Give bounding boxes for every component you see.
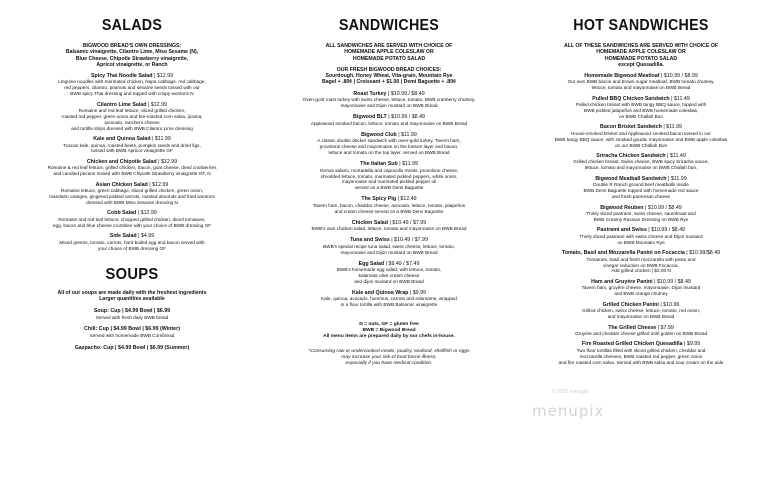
hot-sandwiches-intro xyxy=(516,43,766,68)
item-description xyxy=(2,165,262,177)
item-description xyxy=(516,159,766,171)
item-price: $9.49 / $7.49 xyxy=(388,260,420,267)
item-price: $10.99 / $8.49 xyxy=(391,114,425,121)
menu-item xyxy=(516,205,766,223)
item-description-line: on BWB Challah Bun xyxy=(618,113,664,119)
item-price: $9.99 xyxy=(412,290,426,297)
item-description xyxy=(516,211,766,223)
sandwiches-column xyxy=(264,0,514,367)
item-description xyxy=(516,348,766,366)
item-description-line: Applewood smoked bacon, lettuce, tomato and mayonnaise on BWB Bread xyxy=(310,120,468,126)
item-price: $12.99 xyxy=(156,72,174,79)
item-separator: | xyxy=(656,324,661,331)
item-name: Bacon Brisket Sandwich xyxy=(600,124,662,131)
item-name: The Grilled Cheese xyxy=(608,324,657,331)
item-description-line: Grilled chicken breast, Swiss cheese, BWB spicy Sriracha sauce, xyxy=(573,159,709,165)
item-price: $11.99 xyxy=(666,124,682,131)
menu-item xyxy=(516,96,766,120)
salads-intro xyxy=(2,43,262,68)
item-description-line: Double R Ranch ground beef meatballs inside xyxy=(593,182,689,188)
item-name: Fire Roasted Grilled Chicken Quesadilla xyxy=(581,341,683,348)
item-description-line: BWB tangy BBQ sauce, with smoked gouda, mayonnaise and BWB apple coleslaw xyxy=(554,136,728,142)
item-description xyxy=(2,79,262,97)
item-separator: | xyxy=(136,210,141,217)
hot-sandwiches-title: HOT SANDWICHES xyxy=(573,17,709,34)
soups-list xyxy=(2,308,262,351)
soup-line: Gazpacho: Cup | $4.99 Bowl | $6.99 (Summer) xyxy=(74,344,190,351)
sandwiches-intro-line: HOMEMADE POTATO SALAD xyxy=(352,55,426,62)
item-description xyxy=(264,138,514,156)
salads-intro-line: BIGWOOD BREAD'S OWN DRESSINGS: xyxy=(82,43,182,49)
item-name: Asian Chicken Salad xyxy=(95,181,148,188)
item-description xyxy=(516,79,766,91)
item-name: The Italian Sub xyxy=(360,161,398,168)
menu-item xyxy=(264,196,514,214)
menu-item xyxy=(264,261,514,285)
item-separator: | xyxy=(646,227,652,234)
disclaimer-line: especially if you have medical condition. xyxy=(345,361,433,367)
item-separator: | xyxy=(408,290,413,297)
item-description-line: Romaine lettuce, green cabbage, sliced grilled chicken, green onion, xyxy=(60,188,203,194)
item-description-line: BWB's own chicken salad, lettuce, tomato and mayonnaise on BWB Bread xyxy=(311,226,467,232)
item-description-line: BWB pickled jalapeños and BWB homemade coleslaw, xyxy=(583,107,699,113)
item-description xyxy=(516,257,766,275)
item-name: Sriracha Chicken Sandwich xyxy=(596,153,666,160)
menu-item xyxy=(516,73,766,91)
item-name: Kale and Quinoa Wrap xyxy=(351,290,409,297)
item-price: $10.49 / $7.99 xyxy=(392,219,427,226)
menu-item xyxy=(516,250,766,274)
item-description-line: vinegar reduction on BWB Focaccia. xyxy=(603,262,679,268)
hot-intro-line: except Quesadilla. xyxy=(618,61,664,68)
item-separator: | xyxy=(659,72,664,79)
legend-line: N = nuts, GF = gluten free xyxy=(359,322,419,328)
salads-intro-line: Blue Cheese, Chipotle Strawberry vinaigrette, xyxy=(75,55,189,62)
item-name: Cobb Salad xyxy=(107,210,137,217)
legend xyxy=(264,322,514,340)
hot-intro-line: ALL OF THESE SANDWICHES ARE SERVED WITH CHOICE OF xyxy=(563,43,719,49)
item-price: $9.99 xyxy=(686,341,701,348)
item-description-line: BWB Creamy Russian Dressing on BWB Rye xyxy=(593,216,689,222)
item-name: Bigwood Meatball Sandwich xyxy=(595,175,667,182)
item-description xyxy=(2,108,262,132)
item-price: $11.49 xyxy=(670,153,686,160)
item-name: Bigwood BLT xyxy=(353,114,387,121)
menu-item xyxy=(2,159,262,177)
item-price: $4.99 xyxy=(140,233,155,240)
item-separator: | xyxy=(150,136,155,143)
bread-choices xyxy=(264,67,514,86)
item-description-line: Romaine & red leaf lettuce, grilled chicken, bacon, goat cheese, dried cranberries xyxy=(47,165,217,171)
item-description-line: Gruyère and cheddar cheese grilled until golden on BWB Bread xyxy=(574,330,708,336)
item-separator: | xyxy=(658,301,664,308)
item-description-line: served on a BWB Demi Baguette xyxy=(354,185,424,191)
sandwiches-list xyxy=(264,91,514,308)
item-description-line: lettuce and tomato on the top layer, served on BWB Bread xyxy=(328,150,450,156)
item-description xyxy=(264,267,514,285)
item-description-line: your choice of BWB dressing GF xyxy=(98,245,166,251)
legend-line: BWB = Bigwood Bread xyxy=(362,328,416,334)
item-separator: | xyxy=(397,161,403,168)
item-name: Chicken Salad xyxy=(351,219,388,226)
menu-item xyxy=(516,279,766,297)
item-description-line: and fresh parmesan cheese xyxy=(611,194,671,200)
menu-item xyxy=(2,233,262,251)
item-description xyxy=(516,234,766,246)
hot-intro-line: HOMEMADE POTATO SALAD xyxy=(604,55,678,62)
item-description-line: Tomatoes, basil and fresh mozzarella with pesto and xyxy=(586,256,696,262)
item-description-line: BWB Demi Baguette topped with homemade red sauce xyxy=(583,188,699,194)
salads-intro-line: Balsamic vinaigrette, Cilantro Lime, Miso Sesame (N), xyxy=(65,49,199,56)
item-description-line: Thinly sliced pastrami, swiss cheese, sauerkraut and xyxy=(586,210,696,216)
item-description-line: Thinly sliced pastrami with swiss cheese and Dijon mustard xyxy=(579,233,703,239)
item-price: $10.99 / $8.49 xyxy=(390,90,425,97)
item-description-line: Romaine and red leaf lettuce, sliced grilled chicken, xyxy=(78,107,186,113)
item-description-line: shredded lettuce, tomato, marinated pickled peppers, white onion, xyxy=(320,173,458,179)
soups-intro-line: Larger quantities available xyxy=(99,295,165,302)
item-description-line: and fire roasted corn salsa. Served with BWB salsa and sour cream on the side xyxy=(558,359,724,365)
item-price: $7.99 xyxy=(660,324,674,331)
item-name: Chicken and Chipotle Salad xyxy=(86,158,157,165)
item-description-line: on BWB Mountain Rye xyxy=(617,239,665,245)
item-separator: | xyxy=(682,341,687,348)
hot-intro-line: HOMEMADE APPLE COLESLAW OR xyxy=(596,49,686,56)
menu-item xyxy=(264,220,514,232)
salads-column xyxy=(2,0,262,351)
soup-item xyxy=(2,308,262,320)
sandwiches-intro-line: HOMEMADE APPLE COLESLAW OR xyxy=(344,49,434,56)
item-separator: | xyxy=(147,181,153,188)
item-price: $11.49 xyxy=(673,95,690,102)
item-description-line: avocado, ranchero cheese xyxy=(104,119,160,125)
disclaimer xyxy=(264,349,514,367)
item-price: $11.99 xyxy=(154,136,171,143)
item-separator: | xyxy=(389,237,395,244)
item-description-line: kalamata olive cream cheese xyxy=(358,273,420,279)
item-description-line: red peppers, cilantro, peanuts and sesame seeds tossed with our xyxy=(64,85,200,91)
item-description-line: in a flour tortilla with BWB Balsamic vinaigrette xyxy=(340,302,438,308)
item-price: $12.99 xyxy=(152,181,169,188)
item-price: $10.99 / $8.49 xyxy=(651,227,685,234)
menu-item xyxy=(264,161,514,191)
item-description xyxy=(516,331,766,337)
bread-choices-line: OUR FRESH BIGWOOD BREAD CHOICES: xyxy=(336,66,442,73)
item-description-line: mayonnaise and marinated pickled pepper oil xyxy=(341,179,437,185)
item-description-line: Linguine noodles with marinated chicken, Napa cabbage, red cabbage, xyxy=(58,79,206,85)
disclaimer-line: *Consuming raw or undercooked meats, poultry, seafood, shellfish or eggs xyxy=(308,349,470,355)
item-description-line: Tavern ham, bacon, cheddar cheese, avocado, lettuce, tomato, jalapeños xyxy=(312,202,466,208)
item-name: Ham and Gruyère Panini xyxy=(591,278,653,285)
menu-item xyxy=(2,102,262,132)
item-description-line: mozzarella cheeses, BWB roasted red pepper, green onion xyxy=(579,353,703,359)
item-separator: | xyxy=(396,131,402,138)
item-description-line: and mayonnaise on BWB Bread xyxy=(607,314,675,320)
soup-item xyxy=(2,345,262,351)
item-separator: | xyxy=(386,114,392,121)
item-name: Tomato, Basil and Mozzarella Panini on Focaccia xyxy=(561,250,685,257)
hot-sandwiches-list xyxy=(516,73,766,366)
item-separator: | xyxy=(661,124,667,131)
item-description-line: and tortilla strips dressed with BWB Cilantro Lime dressing xyxy=(71,125,193,131)
salads-title: SALADS xyxy=(101,17,163,34)
salads-list xyxy=(2,73,262,252)
menu-item xyxy=(2,136,262,154)
item-name: Bigwood Reuben xyxy=(600,204,644,211)
item-description-line: Kale, quinoa, avocado, hummus, carrots and edamame, wrapped xyxy=(321,296,457,302)
item-separator: | xyxy=(396,196,401,203)
item-description xyxy=(2,240,262,252)
item-description-line: egg, bacon and blue cheese crumbles with your choice of BWB dressing GF xyxy=(52,222,212,228)
item-description-line: mayonnaise and Dijon mustard on BWB Bread xyxy=(340,249,438,255)
watermark-logo: menupix xyxy=(532,402,605,420)
sandwiches-title: SANDWICHES xyxy=(338,17,440,34)
item-description-line: House-smoked brisket and Applewood smoked bacon tossed in our xyxy=(571,130,711,136)
menu-item xyxy=(2,210,262,228)
item-price: $10.99/$8.49 xyxy=(689,250,721,257)
item-separator: | xyxy=(388,219,393,226)
soup-line: Chili: Cup | $4.99 Bowl | $6.99 (Winter) xyxy=(84,326,180,333)
item-separator: | xyxy=(666,175,671,182)
item-price: $12.99 xyxy=(160,158,178,165)
salads-intro-line: Apricot vinaigrette, or Ranch xyxy=(96,61,168,68)
menu-item xyxy=(516,302,766,320)
item-description-line: Add grilled chicken | $2.00 N xyxy=(611,268,671,274)
item-price: $11.99 xyxy=(670,175,687,182)
menu-item xyxy=(2,73,262,97)
legend-line: All menu items are prepared daily by our chefs in-house. xyxy=(323,334,455,340)
soup-description: Served with homemade BWB Cornbread xyxy=(89,332,175,338)
item-price: $10.99 xyxy=(663,301,680,308)
menu-item xyxy=(264,114,514,126)
item-name: Bigwood Club xyxy=(361,131,397,138)
item-description-line: Mixed greens, tomato, carrots, hard boiled egg and bacon served with xyxy=(59,239,205,245)
item-price: $12.49 xyxy=(400,196,417,203)
sandwiches-intro xyxy=(264,43,514,62)
soups-intro-line: All of our soups are made daily with the freshest ingredients xyxy=(57,289,207,296)
item-description-line: on our BWB Challah Bun xyxy=(614,142,668,148)
item-name: Egg Salad xyxy=(358,260,385,267)
item-name: Pulled BBQ Chicken Sandwich xyxy=(592,95,670,102)
soups-intro xyxy=(2,290,262,303)
item-name: Kale and Quinoa Salad xyxy=(93,136,151,143)
item-description xyxy=(264,121,514,127)
menu-item xyxy=(264,290,514,308)
item-price: $12.99 xyxy=(150,101,167,108)
item-description-line: Oven-gold roast turkey with swiss cheese, lettuce, tomato, BWB cranberry chutney, xyxy=(302,97,476,103)
soup-item xyxy=(2,326,262,338)
item-price: $12.99 xyxy=(140,210,157,217)
menu-item xyxy=(516,341,766,365)
watermark-copyright: © 2016 menupix xyxy=(552,389,589,395)
menu-item xyxy=(516,153,766,171)
item-description xyxy=(2,217,262,229)
hot-sandwiches-column xyxy=(516,0,766,366)
item-description xyxy=(264,97,514,109)
item-description xyxy=(264,203,514,215)
item-description-line: Tuscan kale, quinoa, roasted beets, pumpkin seeds and dried figs, xyxy=(63,142,201,148)
item-name: Spicy Thai Noodle Salad xyxy=(90,72,153,79)
item-description xyxy=(2,188,262,206)
item-price: $10.99 / $8.49 xyxy=(647,204,682,211)
item-description-line: Tavern ham, gruyère cheese, mayonnaise, Dijon mustard xyxy=(581,285,701,291)
item-name: The Spicy Pig xyxy=(361,196,397,203)
item-name: Homemade Bigwood Meatloaf xyxy=(584,72,660,79)
disclaimer-line: may increase your risk of food borne illness, xyxy=(341,355,437,361)
item-description xyxy=(516,131,766,149)
item-description xyxy=(516,308,766,320)
item-separator: | xyxy=(669,95,674,102)
item-description xyxy=(516,182,766,200)
item-description xyxy=(2,143,262,155)
item-description-line: mayonnaise and Dijon mustard on BWB Bread xyxy=(340,103,438,109)
item-separator: | xyxy=(152,72,157,79)
item-description-line: provolone cheese and mayonnaise on the bottom layer and bacon, xyxy=(319,144,459,150)
item-name: Cilantro Lime Salad xyxy=(97,101,147,108)
item-description-line: and BWB orange chutney xyxy=(614,291,668,297)
menu-item xyxy=(264,91,514,109)
item-description-line: mandarin oranges, gingered pickled carrots, roasted almonds and fried wontons xyxy=(49,194,215,200)
item-price: $10.49 / $7.99 xyxy=(394,237,428,244)
item-description xyxy=(264,168,514,192)
item-description-line: lettuce, tomato and mayonnaise on BWB Challah bun. xyxy=(584,165,698,171)
item-description-line: BWB's homemade egg salad, with lettuce, tomato, xyxy=(336,267,442,273)
item-price: $10.99 / $8.49 xyxy=(656,278,691,285)
item-description xyxy=(264,226,514,232)
item-description xyxy=(264,244,514,256)
item-description-line: Genoa salami, mortadella and capocollo meats, provolone cheese, xyxy=(319,167,459,173)
item-description-line: and cream cheese served on a BWB Demi Baguette xyxy=(334,208,444,214)
item-price: $11.99 xyxy=(402,161,418,168)
item-price: $11.99 xyxy=(401,131,417,138)
bread-choices-line: Bagel + .80¢ | Croissant + $1.00 | Demi Baguette + .80¢ xyxy=(322,79,456,86)
item-description-line: BWB's special recipe tuna salad, swiss cheese, lettuce, tomato, xyxy=(323,243,455,249)
item-name: Grilled Chicken Panini xyxy=(602,301,659,308)
menu-item xyxy=(516,325,766,337)
item-separator: | xyxy=(652,278,657,285)
item-description xyxy=(264,296,514,308)
menu-item xyxy=(516,227,766,245)
item-separator: | xyxy=(156,158,161,165)
item-description-line: Two flour tortillas filled with sliced grilled chicken, cheddar and xyxy=(576,347,706,353)
item-description-line: A classic double decker sandwich with oven-gold turkey, Tavern ham, xyxy=(317,138,461,144)
item-description-line: Our own BWB bacon and brown sugar meatloaf, BWB tomato chutney, xyxy=(567,79,715,85)
item-description-line: and dijon mustard on BWB Bread xyxy=(354,278,424,284)
item-description xyxy=(516,285,766,297)
item-description-line: tossed with BWB Apricot vinaigrette GF xyxy=(91,148,173,154)
menu-item xyxy=(264,132,514,156)
item-description-line: Romaine and red leaf lettuce, chopped grilled chicken, diced tomatoes, xyxy=(58,216,206,222)
menu-item xyxy=(516,124,766,148)
sandwiches-intro-line: ALL SANDWICHES ARE SERVED WITH CHOICE OF xyxy=(325,43,453,49)
soups-title: SOUPS xyxy=(105,265,159,283)
menu-item xyxy=(516,176,766,200)
item-name: Pastrami and Swiss xyxy=(597,227,647,234)
item-name: Roast Turkey xyxy=(353,90,387,97)
bread-choices-line: Sourdough, Honey Wheat, Vita-grain, Mountain Rye xyxy=(325,73,453,80)
item-description-line: BWB spicy Thai dressing and topped with crispy wontons N xyxy=(70,91,194,96)
item-separator: | xyxy=(136,233,141,240)
item-separator: | xyxy=(384,260,389,267)
soup-description: Served with fresh daily BWB bread xyxy=(95,314,169,320)
item-separator: | xyxy=(643,204,648,211)
item-description-line: dressed with BWB Miso Sesame dressing N xyxy=(86,199,178,205)
item-description-line: Grilled chicken, swiss cheese, lettuce, tomato, red onion, xyxy=(581,308,701,314)
item-description-line: Pulled chicken breast with BWB tangy BBQ sauce, topped with xyxy=(575,102,707,107)
item-description xyxy=(516,102,766,120)
item-name: Side Salad xyxy=(109,233,137,240)
item-separator: | xyxy=(684,250,690,257)
menu-item xyxy=(264,237,514,255)
item-name: Tuna and Swiss xyxy=(350,237,390,244)
item-description-line: and candied pecans tossed with BWB Chipotle Strawberry vinaigrette GF, N xyxy=(53,171,211,177)
item-price: $10.99 / $8.99 xyxy=(663,72,698,79)
item-separator: | xyxy=(386,90,391,97)
item-description-line: lettuce, tomato and mayonnaise on BWB Bread xyxy=(591,85,691,91)
item-separator: | xyxy=(146,101,151,108)
menu-item xyxy=(2,182,262,206)
soup-line: Soup: Cup | $4.99 Bowl | $6.99 xyxy=(93,308,171,315)
item-description-line: roasted red pepper, green onion and fire-roasted corn salsa, jicama, xyxy=(61,113,203,119)
item-separator: | xyxy=(665,153,670,160)
